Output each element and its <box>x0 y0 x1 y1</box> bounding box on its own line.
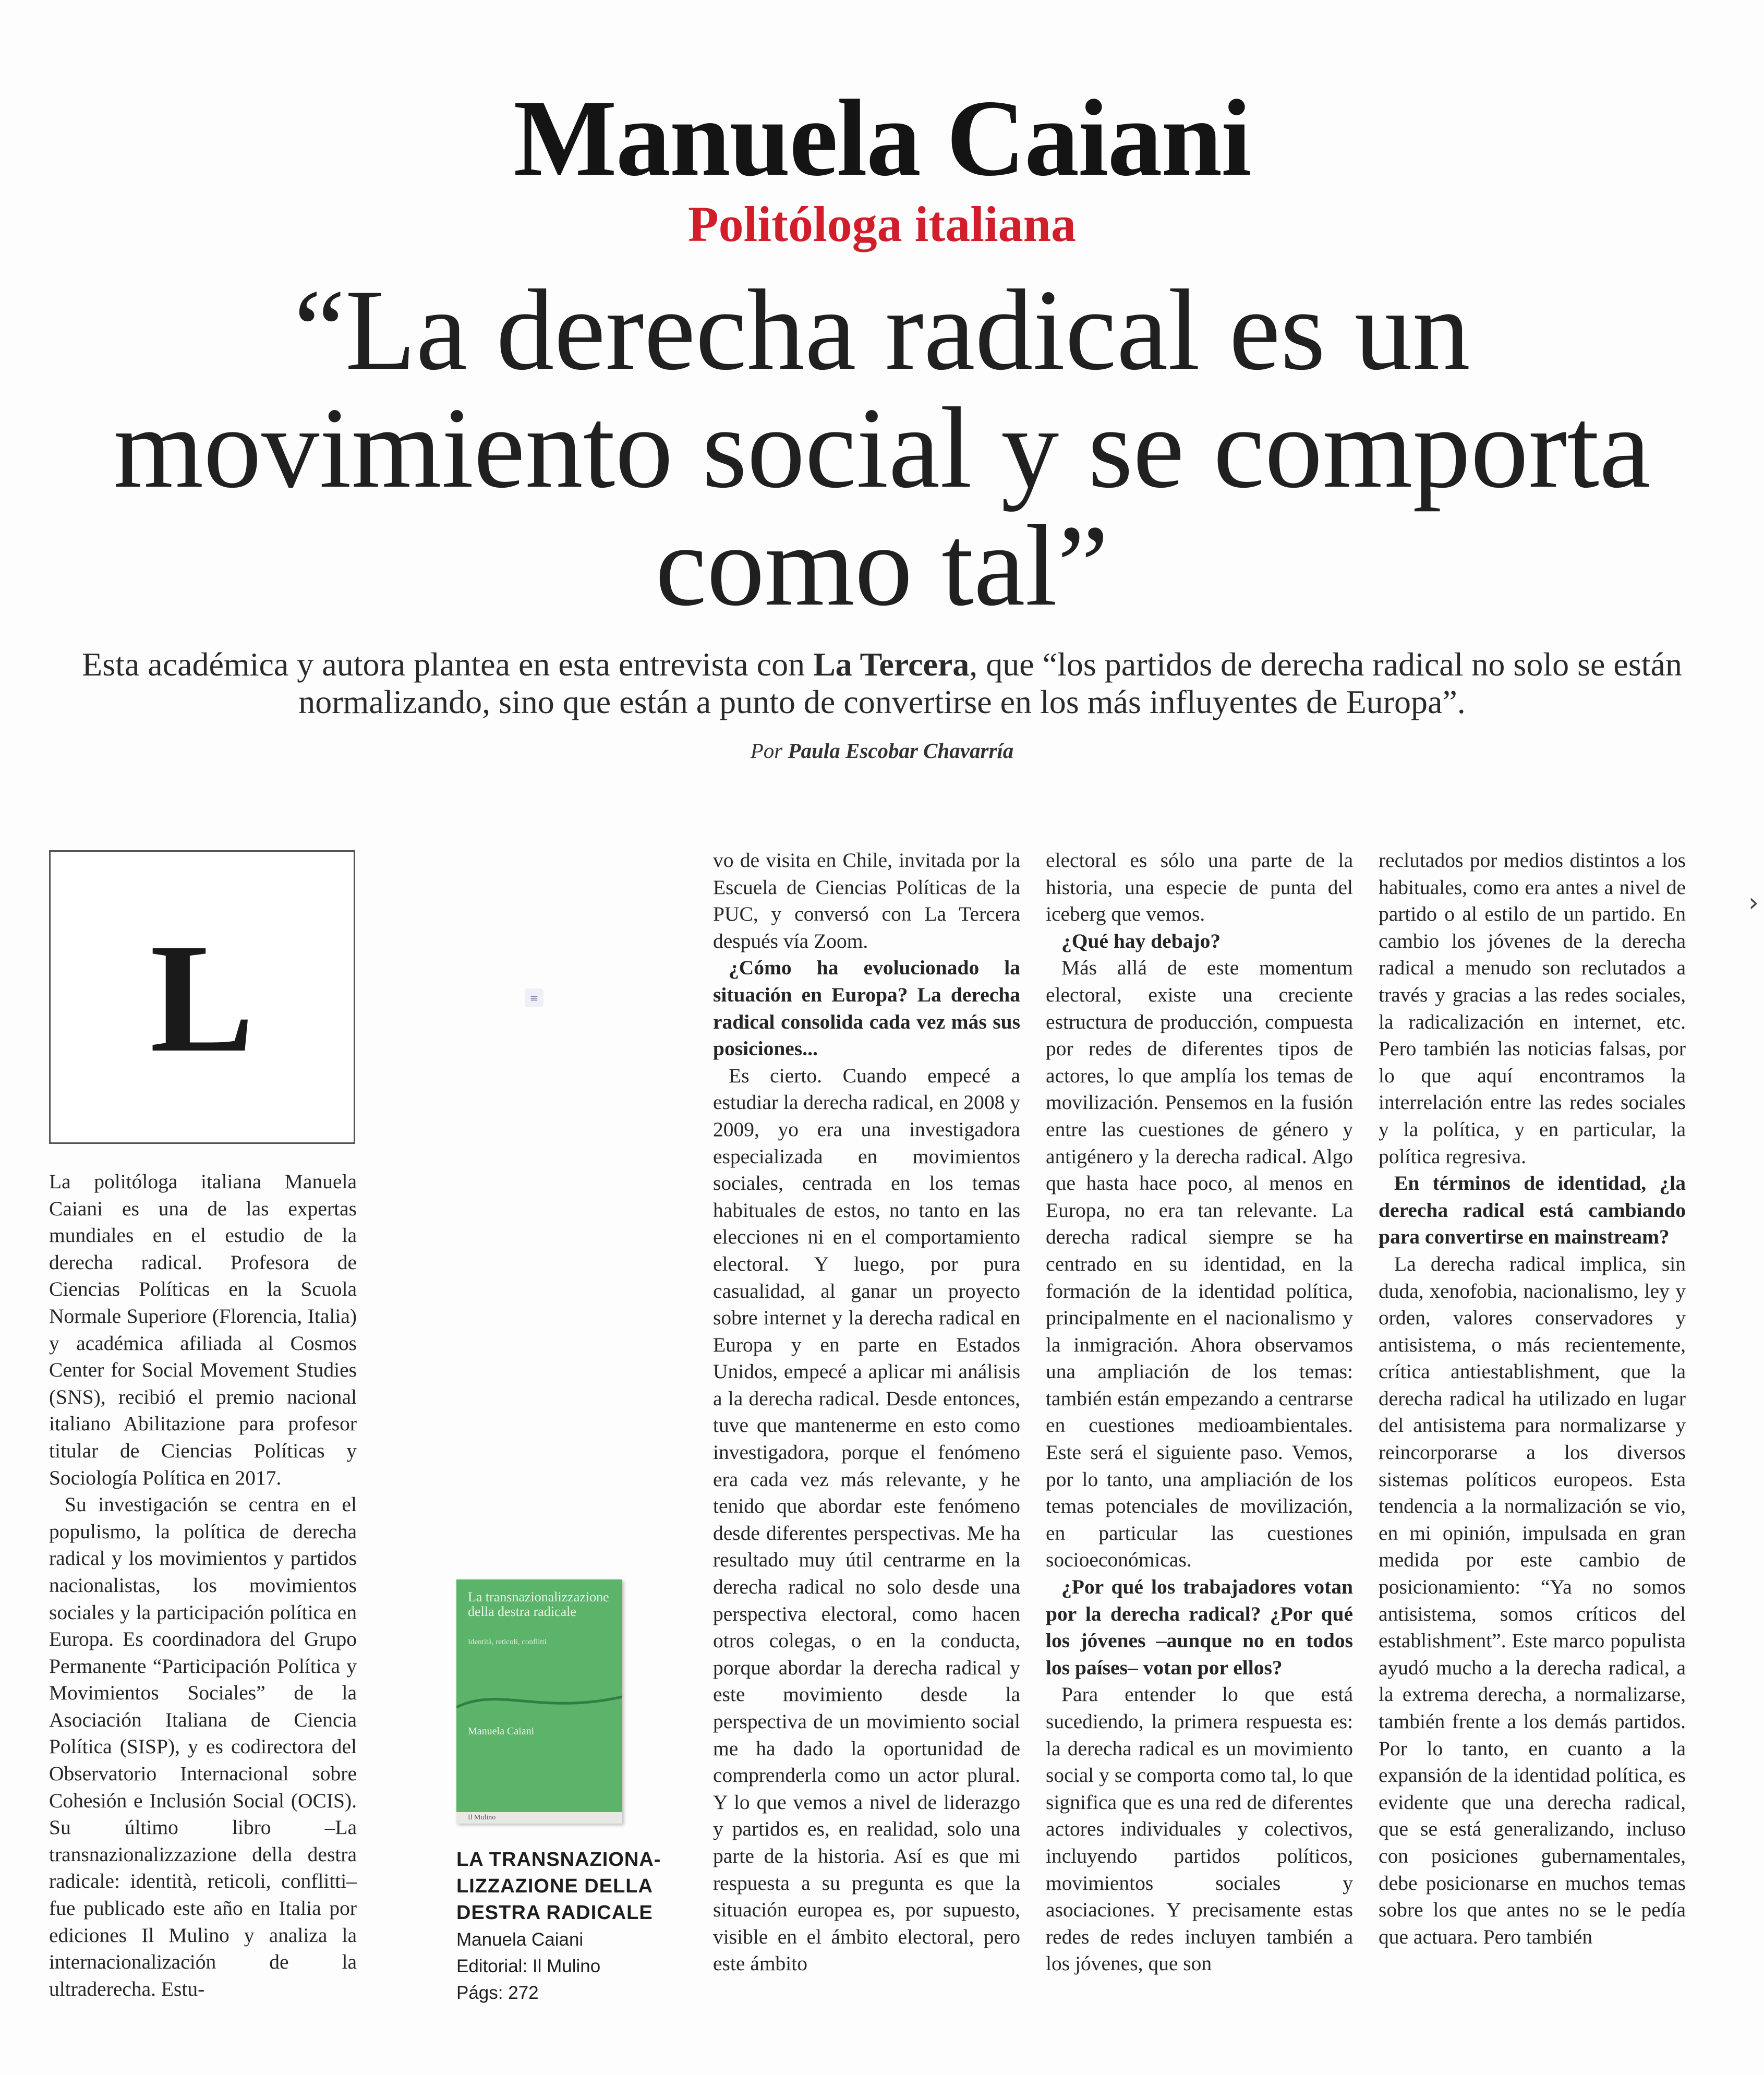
article-column-4 <box>1379 847 1686 1950</box>
lede-text-after: , que “los partidos de derecha radical no solo se están normalizando, sino que están a punto de convertirse en los más influyentes de Europa”. <box>298 646 1682 720</box>
interviewee-role: Politóloga italiana <box>688 196 1076 252</box>
interview-question: En términos de identidad, ¿la derecha radical está cambiando para convertirse en mainstream? <box>1379 1172 1686 1249</box>
document-icon[interactable]: ≡ <box>525 988 543 1007</box>
paragraph: La derecha radical implica, sin duda, xenofobia, nacionalismo, ley y orden, valores conservadores y antisistema, o más recientemente, crítica antiestablishment, que la derecha radical ha utilizado en lugar del antisistema para normalizarse y reincorporarse a los diversos sistemas políticos europeos. Esta tendencia a la normalización se vio, en mi opinión, impulsada en gran medida por este cambio de posicionamiento: “Ya no somos antisistema, somos críticos del establishment”. Este marco populista ayudó mucho a la derecha radical, a la extrema derecha, a normalizarse, también frente a los demás partidos. Por lo tanto, en cuanto a la expansión de la identidad política, es evidente que una derecha radical, que se está generalizando, incluso con posiciones gubernamentales, debe posicionarse en muchos temas sobre los que antes no se le pedía que actuara. Pero también <box>1379 1252 1686 1948</box>
book-title: LA TRANSNAZIONA-LIZZAZIONE DELLA DESTRA RADICALE <box>456 1849 661 1924</box>
article-column-2 <box>713 847 1020 1977</box>
lede-paragraph <box>47 646 1717 721</box>
interview-question: ¿Por qué los trabajadores votan por la derecha radical? ¿Por qué los jóvenes –aunque no en todos los países– votan por ellos? <box>1046 1575 1353 1679</box>
interviewee-name: Manuela Caiani <box>513 78 1251 199</box>
book-pages: Págs: 272 <box>456 1983 539 2003</box>
book-cover-publisher-strip <box>456 1812 622 1824</box>
book-cover-image <box>456 1579 622 1824</box>
book-author: Manuela Caiani <box>456 1929 584 1950</box>
paragraph: electoral es sólo una parte de la historia, una especie de punta del iceberg que vemos. <box>1046 849 1353 926</box>
byline-prefix: Por <box>750 739 788 763</box>
logo-letter: L <box>150 911 255 1084</box>
paragraph: Más allá de este momentum electoral, existe una creciente estructura de producción, compuesta por redes de diferentes tipos de actores, lo que amplía los temas de movilización. Pensemos en la fusión entre las cuestiones de género y antigénero y la derecha radical. Algo que hasta hace poco, al menos en Europa, no era tan relevante. La derecha radical siempre se ha centrado en su identidad, en la formación de la identidad política, principalmente en el nacionalismo y la inmigración. Ahora observamos una ampliación de los temas: también están empezando a centrarse en cuestiones medioambientales. Este será el siguiente paso. Vemos, por lo tanto, una ampliación de los temas potenciales de movilización, en particular las cuestiones socioeconómicas. <box>1046 956 1353 1572</box>
paragraph: reclutados por medios distintos a los habituales, como era antes a nivel de partido o al estilo de un partido. En cambio los jóvenes de la derecha radical a menudo son reclutados a través y gracias a las redes sociales, la radicalización en internet, etc. Pero también las noticias falsas, por lo que aquí encontramos la interrelación entre las redes sociales y la política, y en particular, la política regresiva. <box>1379 849 1686 1168</box>
interview-question: ¿Qué hay debajo? <box>1061 929 1221 952</box>
byline <box>0 738 1764 764</box>
article-column-1 <box>49 1168 357 2002</box>
chevron-right-icon[interactable]: › <box>1748 887 1759 918</box>
lede-text-before: Esta académica y autora plantea en esta entrevista con <box>82 646 814 683</box>
lede-brand: La Tercera <box>813 646 970 683</box>
book-publisher: Editorial: Il Mulino <box>456 1956 601 1976</box>
book-cover-publisher: Il Mulino <box>468 1814 496 1821</box>
book-cover-subtitle: Identità, reticoli, conflitti <box>468 1638 547 1646</box>
book-cover-wave <box>456 1686 622 1718</box>
paragraph: Es cierto. Cuando empecé a estudiar la derecha radical, en 2008 y 2009, yo era una investigadora especializada en movimientos sociales, centrada en los temas habituales de estos, no tanto en las elecciones ni en el comportamiento electoral. Y luego, por pura casualidad, al ganar un proyecto sobre internet y la derecha radical en Europa y en parte en Estados Unidos, empecé a aplicar mi análisis a la derecha radical. Desde entonces, tuve que mantenerme en esto como investigadora, porque el fenómeno era cada vez más relevante, y he tenido que abordar este fenómeno desde diferentes perspectivas. Me ha resultado muy útil centrarme en la derecha radical no solo desde una perspectiva electoral, como hacen otros colegas, o en la conducta, porque abordar la derecha radical y este movimiento desde la perspectiva de un movimiento social me ha dado la oportunidad de comprenderla como un actor plural. Y lo que vemos a nivel de liderazgo y partidos es, en realidad, solo una parte de la historia. Así es que mi respuesta a su pregunta es que la situación europea es, por supuesto, visible en el ámbito electoral, pero este ámbito <box>713 1064 1020 1975</box>
paragraph: vo de visita en Chile, invitada por la Escuela de Ciencias Políticas de la PUC, y conversó con La Tercera después vía Zoom. <box>713 849 1020 952</box>
byline-author: Paula Escobar Chavarría <box>788 739 1014 763</box>
book-cover-title: La transnazionalizzazione della destra radicale <box>468 1589 609 1619</box>
book-cover-author: Manuela Caiani <box>468 1726 535 1737</box>
paragraph: La politóloga italiana Manuela Caiani es una de las expertas mundiales en el estudio de la derecha radical. Profesora de Ciencias Políticas en la Scuola Normale Superiore (Florencia, Italia) y académica afiliada al Cosmos Center for Social Movement Studies (SNS), recibió el premio nacional italiano Abilitazione para profesor titular de Ciencias Políticas y Sociología Política en 2017. <box>49 1170 357 1489</box>
headline-quote: “La derecha radical es un movimiento social y se comporta como tal” <box>113 266 1651 630</box>
interview-question: ¿Cómo ha evolucionado la situación en Europa? La derecha radical consolida cada vez más sus posiciones... <box>713 956 1020 1060</box>
paragraph: Su investigación se centra en el populismo, la política de derecha radical y los movimientos y partidos nacionalistas, los movimientos sociales y la participación política en Europa. Es coordinadora del Grupo Permanente “Participación Política y Movimientos Sociales” de la Asociación Italiana de Ciencia Política (SISP), y es codirectora del Observatorio Internacional sobre Cohesión e Inclusión Social (OCIS). Su último libro –La transnazionalizzazione della destra radicale: identità, reticoli, conflitti– fue publicado este año en Italia por ediciones Il Mulino y analiza la internacionalización de la ultraderecha. Estu- <box>49 1493 357 2000</box>
book-info <box>456 1847 675 2006</box>
paragraph: Para entender lo que está sucediendo, la primera respuesta es: la derecha radical es un movimiento social y se comporta como tal, lo que significa que es una red de diferentes actores individuales y colectivos, incluyendo partidos políticos, movimientos sociales y asociaciones. Y precisamente estas redes de redes incluyen también a los jóvenes, que son <box>1046 1683 1353 1975</box>
article-column-3 <box>1046 847 1353 1977</box>
publication-logo-box <box>49 850 355 1144</box>
